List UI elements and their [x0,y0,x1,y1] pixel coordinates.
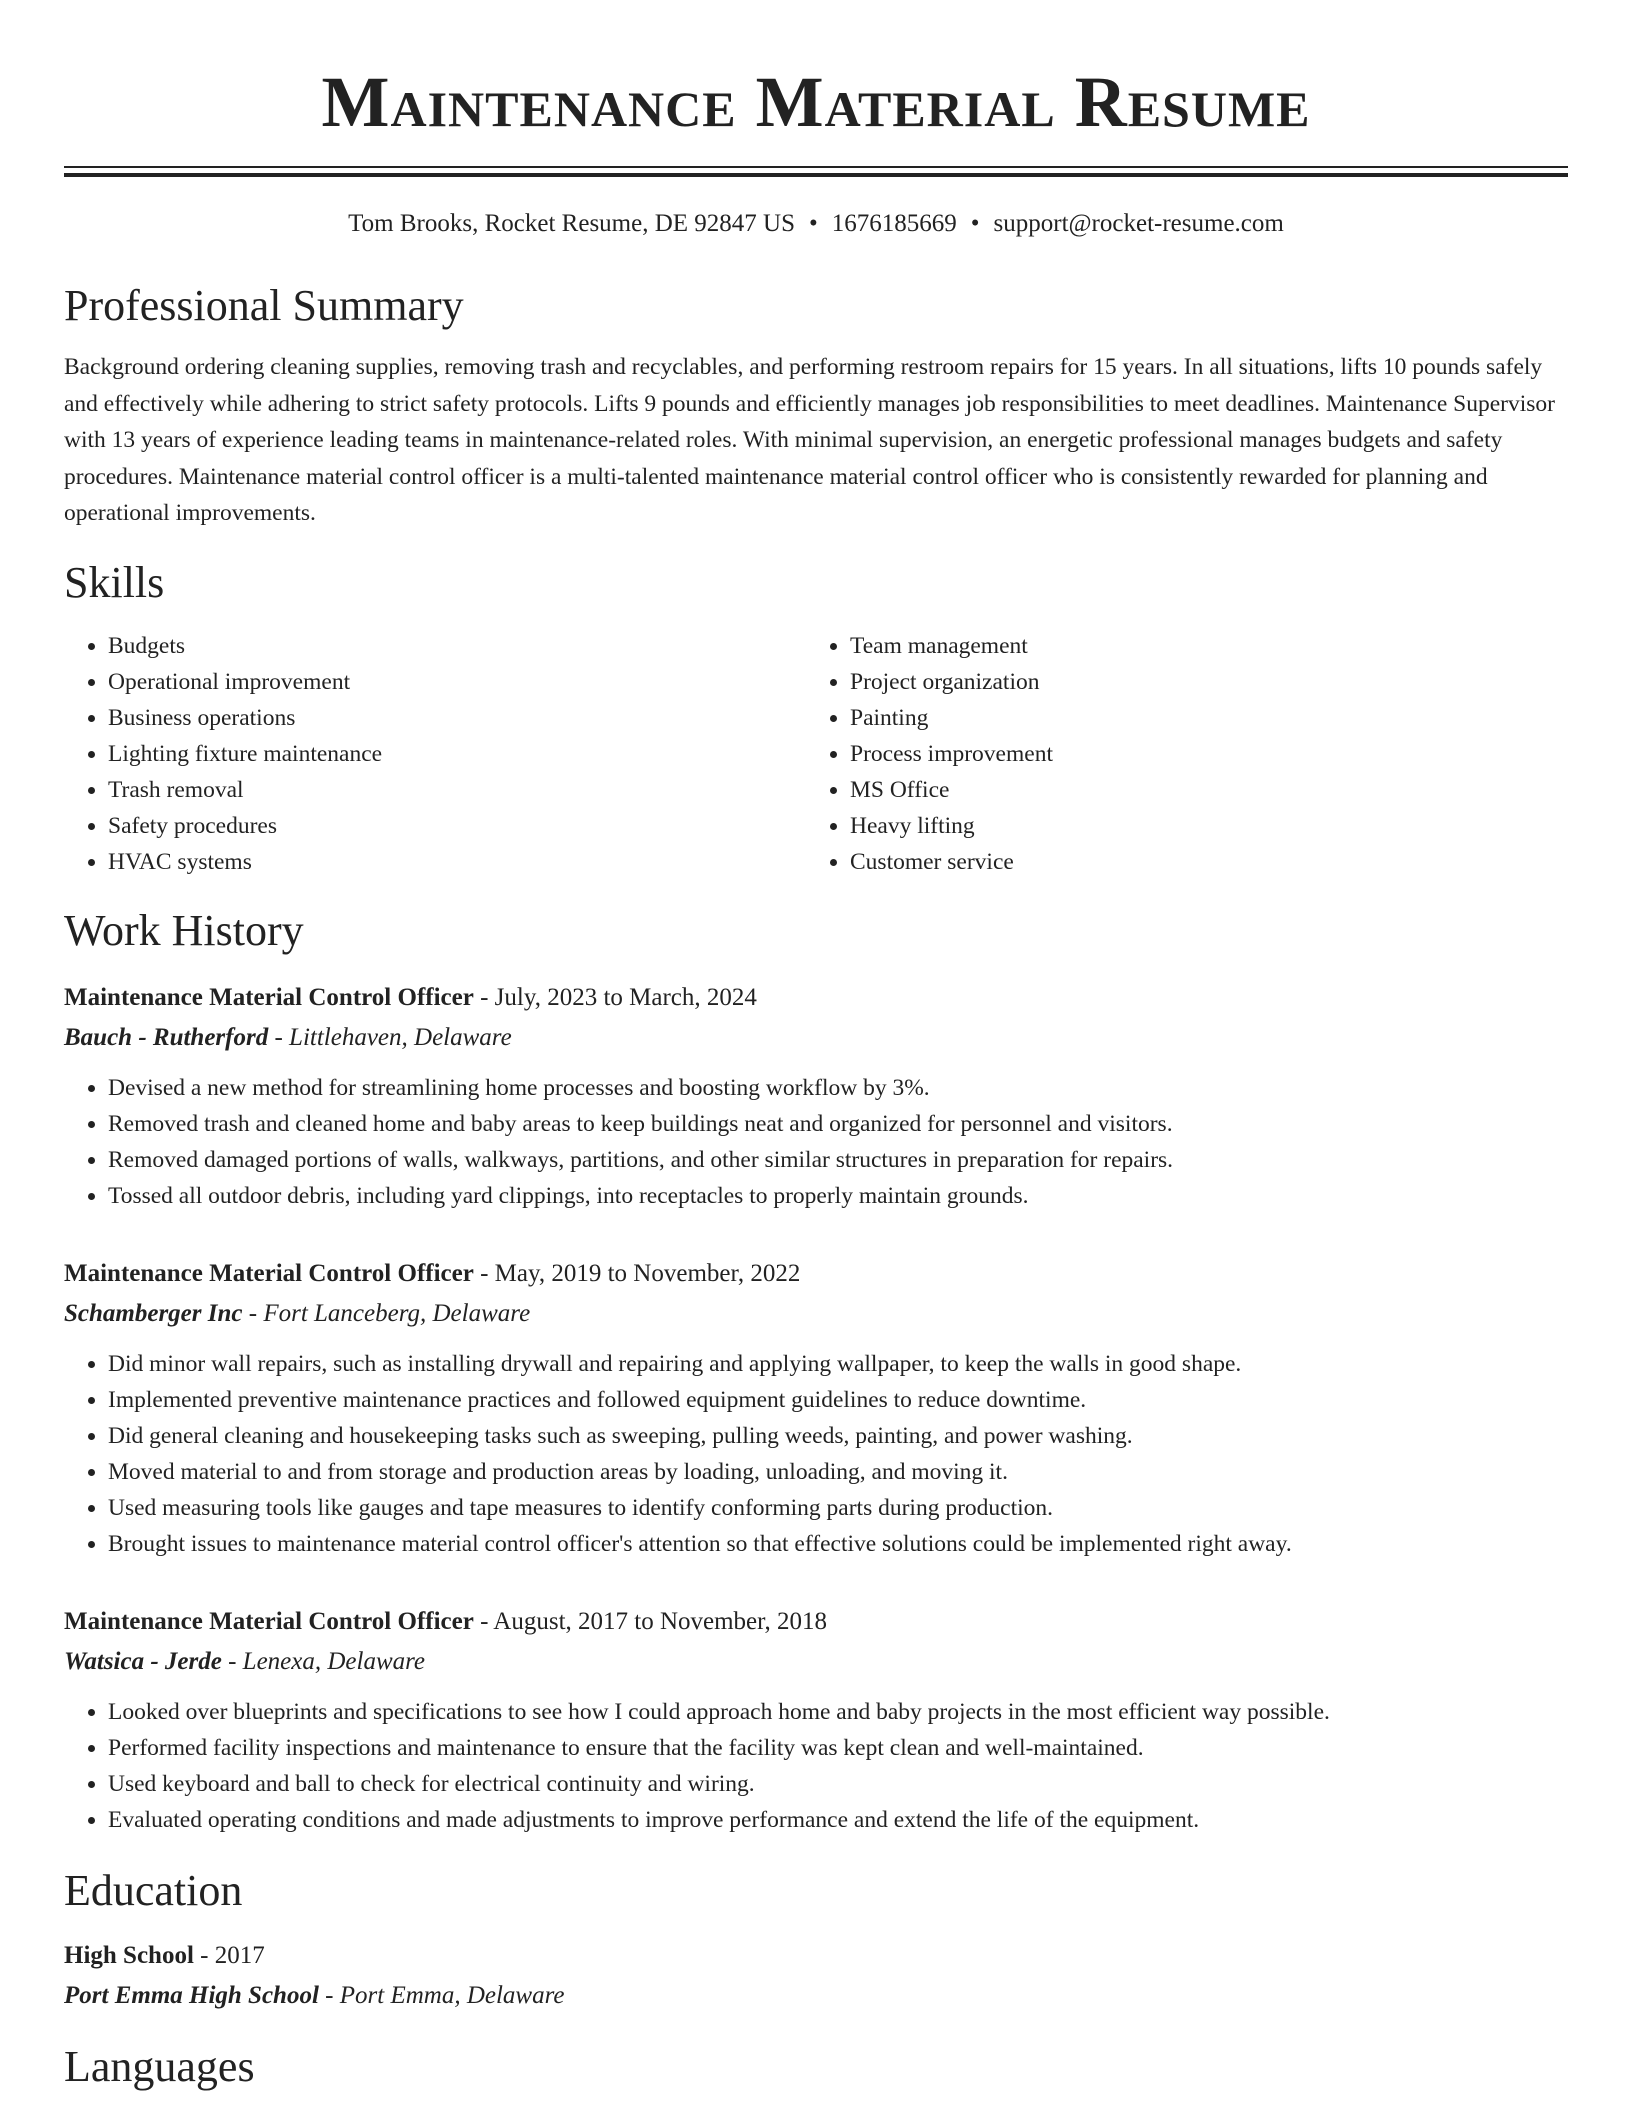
job-bullet: • Used measuring tools like gauges and tape measures to identify conforming parts during production. [108,1490,1568,1526]
skill-item: • Operational improvement [108,664,806,700]
education-separator: - [318,1981,340,2009]
job-bullet: • Did general cleaning and housekeeping tasks such as sweeping, pulling weeds, painting, and power washing. [108,1418,1568,1454]
job-company: Watsica - Jerde [64,1647,222,1675]
skills-right-list [806,628,1548,880]
skill-item: • HVAC systems [108,844,806,880]
skill-item: • Heavy lifting [850,808,1548,844]
job-dates: August, 2017 to November, 2018 [493,1607,827,1635]
job-entry [64,978,1568,1214]
contact-separator: • [809,210,818,237]
job-company: Bauch - Rutherford [64,1023,269,1051]
skill-item: • Lighting fixture maintenance [108,736,806,772]
job-location: Lenexa, Delaware [242,1647,426,1675]
job-title-line [64,1254,1568,1294]
work-history-heading: Work History [64,905,304,955]
skill-item: • Trash removal [108,772,806,808]
job-title-line [64,978,1568,1018]
contact-line [64,209,1568,239]
job-company-line [64,1018,1568,1058]
resume-title: Maintenance Material Resume [321,62,1311,142]
education-school: Port Emma High School [64,1981,319,2009]
job-separator: - [268,1023,290,1051]
summary-text: Background ordering cleaning supplies, removing trash and recyclables, and performing restroom repairs for 15 years. In all situations, lifts 10 pounds safely and effectively while adhering to strict safety protocols. Lifts 9 pounds and efficiently manages job responsibilities to meet deadlines. Maintenance Supervisor with 13 years of experience leading teams in maintenance-related roles. With minimal supervision, an energetic professional manages budgets and safety procedures. Maintenance material control officer is a multi-talented maintenance material control officer who is consistently rewarded for planning and operational improvements. [64,354,1555,526]
skills-left-list [64,628,806,880]
job-bullets [64,1346,1568,1562]
job-company-line [64,1642,1568,1682]
job-bullet: • Brought issues to maintenance material control officer's attention so that effective solutions could be implemented right away. [108,1526,1568,1562]
job-separator: - [242,1299,264,1327]
education-location: Port Emma, Delaware [339,1981,565,2009]
job-separator: - [473,1259,495,1287]
skill-item: • Customer service [850,844,1548,880]
job-bullets [64,1070,1568,1214]
skill-item: • Process improvement [850,736,1548,772]
skill-item: • Painting [850,700,1548,736]
job-bullet: • Devised a new method for streamlining home processes and boosting workflow by 3%. [108,1070,1568,1106]
skills-columns [64,628,1568,880]
skill-item: • MS Office [850,772,1548,808]
title-divider [64,166,1568,177]
education-school-line [64,1976,1568,2016]
skill-item: • Budgets [108,628,806,664]
job-bullet: • Used keyboard and ball to check for electrical continuity and wiring. [108,1766,1568,1802]
job-bullet: • Removed damaged portions of walls, walkways, partitions, and other similar structures in preparation for repairs. [108,1142,1568,1178]
job-separator: - [221,1647,243,1675]
contact-phone: 1676185669 [831,210,957,237]
contact-address: Tom Brooks, Rocket Resume, DE 92847 US [348,210,795,237]
job-bullet: • Performed facility inspections and maintenance to ensure that the facility was kept clean and well-maintained. [108,1730,1568,1766]
contact-email: support@rocket-resume.com [993,210,1284,237]
skill-item: • Business operations [108,700,806,736]
job-title: Maintenance Material Control Officer [64,1607,474,1635]
job-entry [64,1254,1568,1562]
education-entry [64,1936,1568,2016]
summary-heading: Professional Summary [64,281,464,330]
education-heading: Education [64,1865,243,1915]
skill-item: • Project organization [850,664,1548,700]
job-dates: July, 2023 to March, 2024 [494,983,757,1011]
job-bullet: • Did minor wall repairs, such as installing drywall and repairing and applying wallpaper, to keep the walls in good shape. [108,1346,1568,1382]
job-bullets [64,1694,1568,1838]
contact-separator: • [970,210,980,237]
skill-item: • Team management [850,628,1548,664]
skills-heading: Skills [64,557,165,607]
education-separator: - [193,1941,215,1969]
job-title-line [64,1602,1568,1642]
job-entry [64,1602,1568,1838]
job-separator: - [473,983,495,1011]
languages-heading: Languages [64,2041,255,2091]
job-location: Fort Lanceberg, Delaware [263,1299,531,1327]
job-company-line [64,1294,1568,1334]
job-location: Littlehaven, Delaware [289,1023,512,1051]
job-title: Maintenance Material Control Officer [64,983,474,1011]
job-dates: May, 2019 to November, 2022 [494,1259,801,1287]
job-bullet: • Looked over blueprints and specifications to see how I could approach home and baby projects in the most efficient way possible. [108,1694,1568,1730]
education-degree-line [64,1936,1568,1976]
skill-item: • Safety procedures [108,808,806,844]
job-bullet: • Tossed all outdoor debris, including yard clippings, into receptacles to properly maintain grounds. [108,1178,1568,1214]
education-degree: High School [64,1941,194,1969]
job-bullet: • Implemented preventive maintenance practices and followed equipment guidelines to reduce downtime. [108,1382,1568,1418]
job-bullet: • Removed trash and cleaned home and baby areas to keep buildings neat and organized for personnel and visitors. [108,1106,1568,1142]
education-year: 2017 [214,1941,265,1969]
job-separator: - [473,1607,494,1635]
job-bullet: • Evaluated operating conditions and made adjustments to improve performance and extend the life of the equipment. [108,1802,1568,1838]
job-bullet: • Moved material to and from storage and production areas by loading, unloading, and moving it. [108,1454,1568,1490]
job-title: Maintenance Material Control Officer [64,1259,474,1287]
job-company: Schamberger Inc [64,1299,243,1327]
resume-page [64,0,1568,2092]
